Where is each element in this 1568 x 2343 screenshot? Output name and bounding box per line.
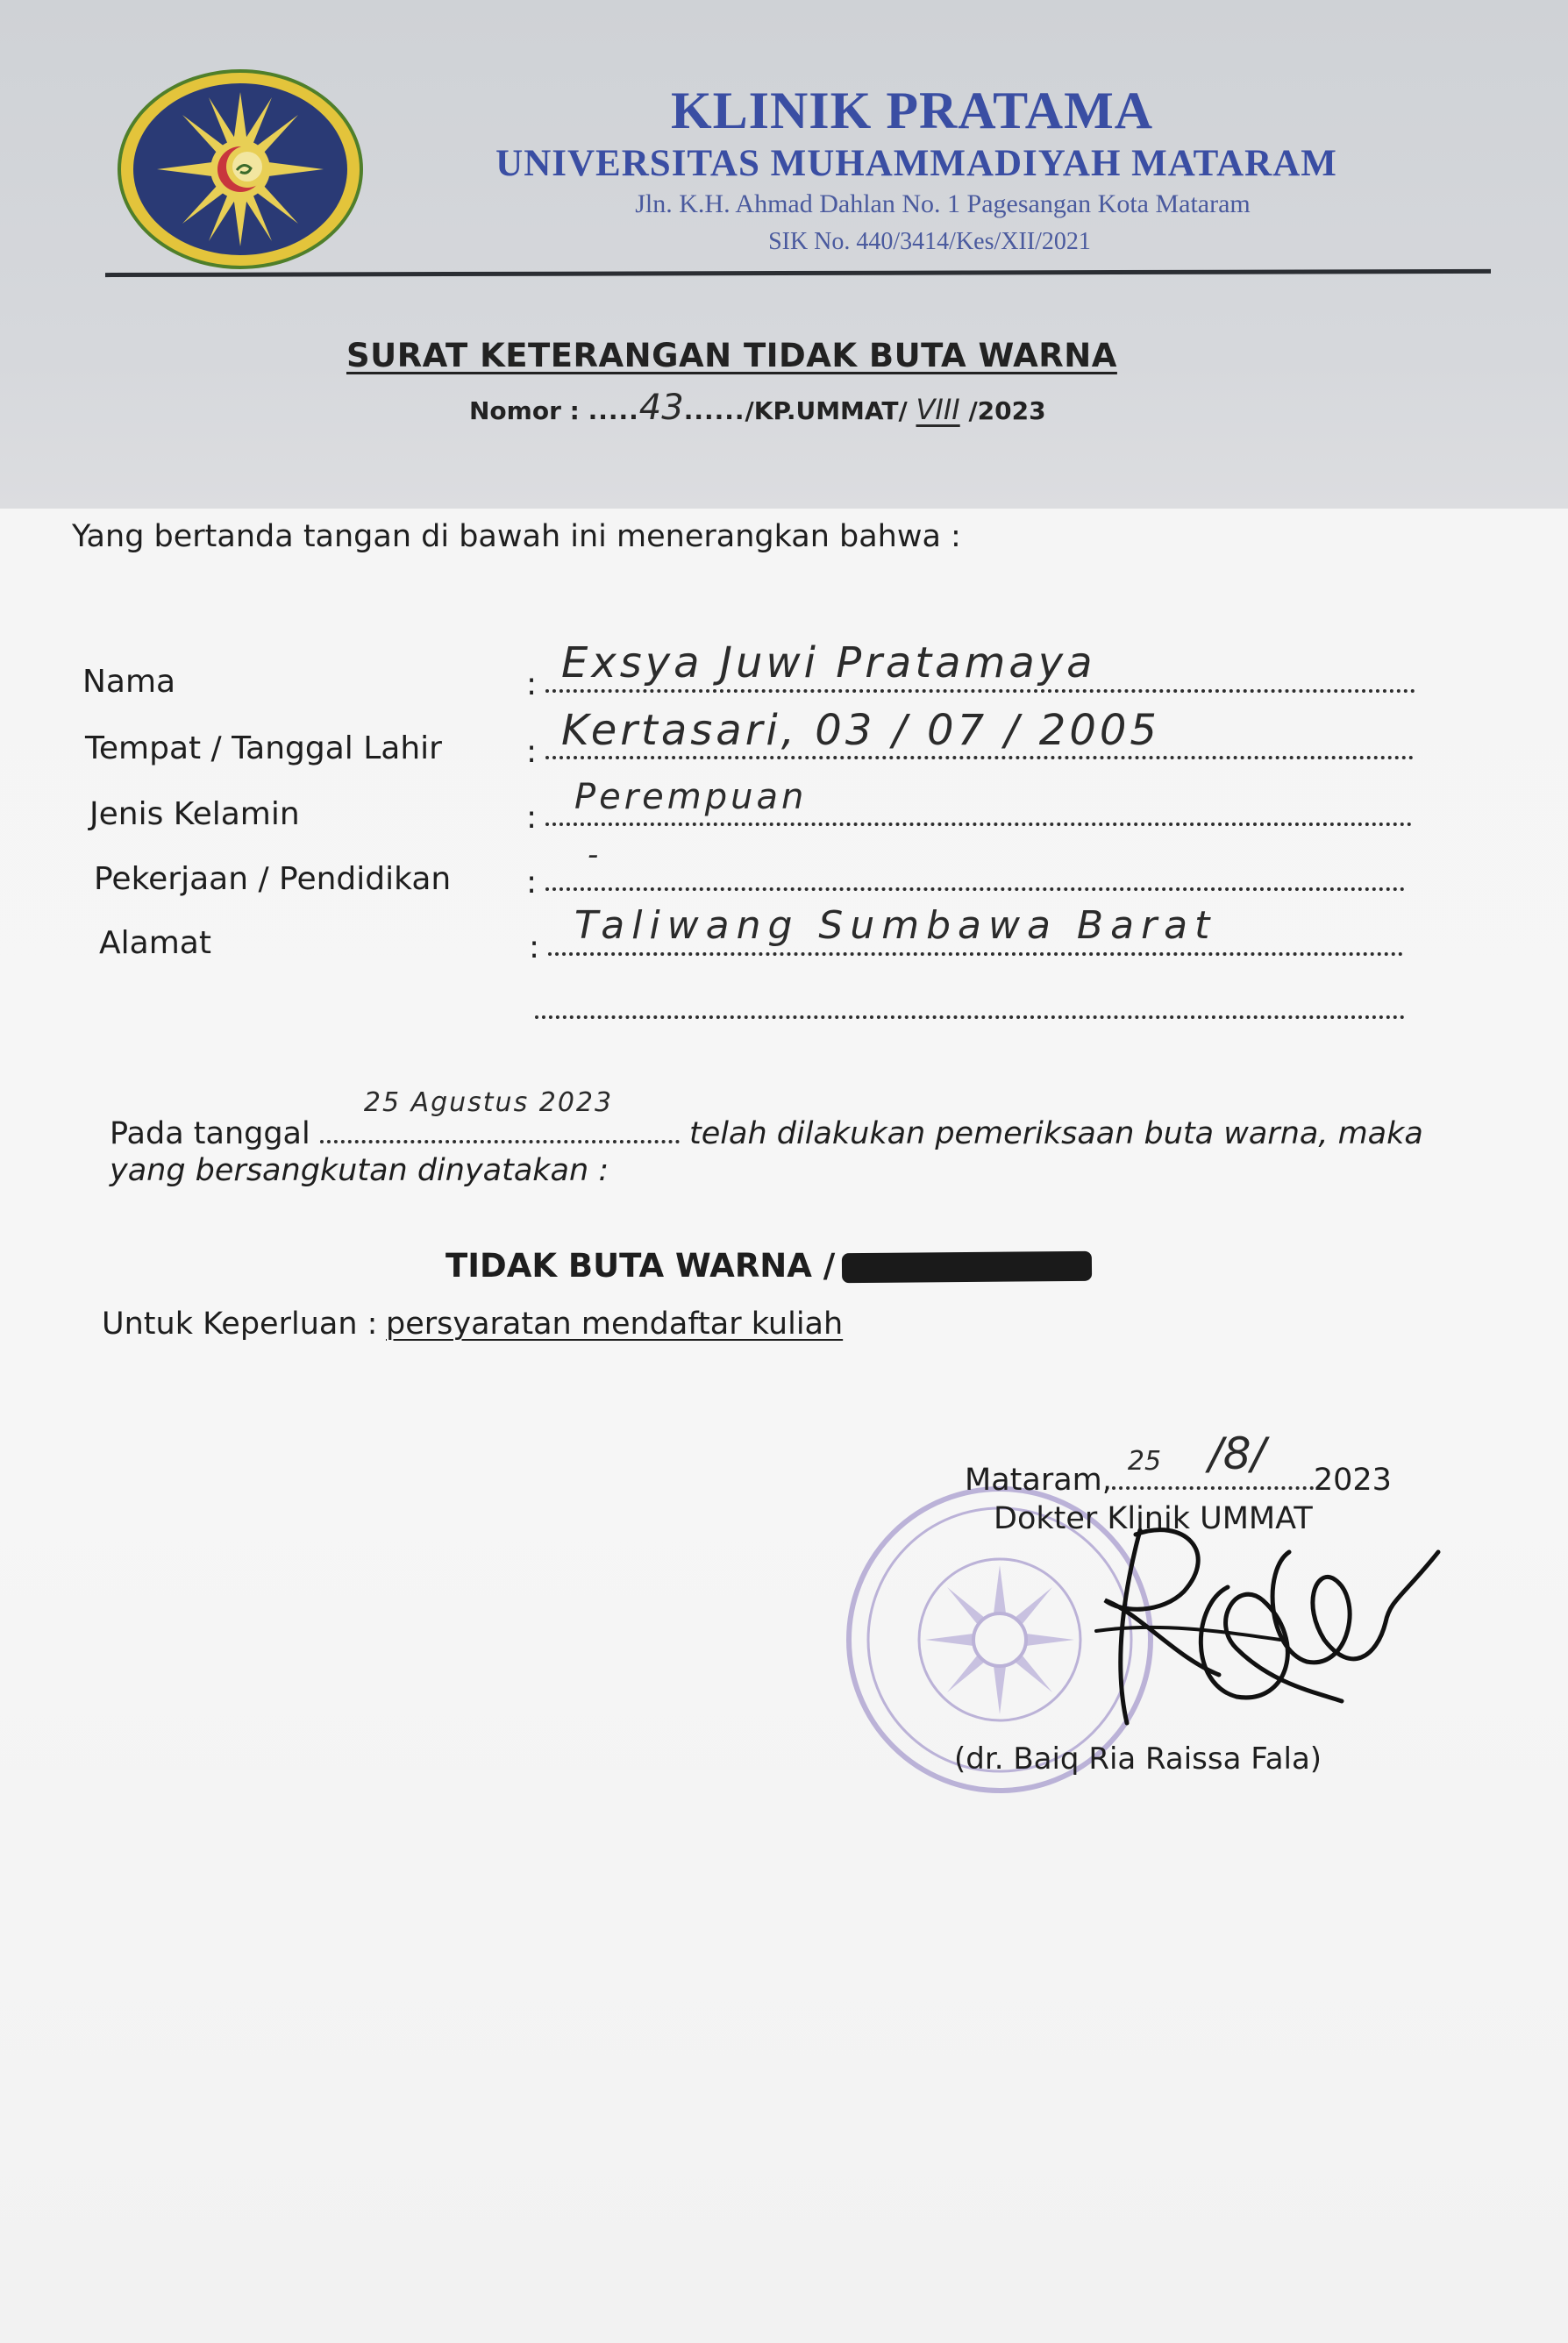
document-title: SURAT KETERANGAN TIDAK BUTA WARNA	[346, 337, 1117, 374]
document-number-line: Nomor : .....43....../KP.UMMAT/ VIII /2023	[469, 388, 1046, 428]
exam-suffix: telah dilakukan pemeriksaan buta warna, maka	[689, 1116, 1423, 1151]
field-value-occupation: -	[588, 837, 602, 872]
place-date	[965, 1428, 1392, 1498]
field-colon: :	[526, 865, 538, 901]
exam-date-line	[320, 1087, 680, 1143]
field-colon: :	[526, 666, 538, 702]
result-statement: TIDAK BUTA WARNA /	[445, 1247, 836, 1285]
field-label-name: Nama	[82, 664, 176, 700]
exam-sentence	[110, 1087, 1423, 1151]
field-colon: :	[526, 800, 538, 836]
intro-text: Yang bertanda tangan di bawah ini menerangkan bahwa :	[72, 519, 961, 554]
field-label-gender: Jenis Kelamin	[89, 796, 300, 832]
redaction-mark	[842, 1251, 1092, 1283]
doctor-signature-icon	[1087, 1517, 1456, 1736]
field-label-birth: Tempat / Tanggal Lahir	[85, 730, 442, 766]
date-line	[1112, 1428, 1314, 1490]
exam-date: 25 Agustus 2023	[363, 1087, 614, 1118]
muhammadiyah-logo-icon	[116, 67, 365, 272]
field-label-occupation: Pekerjaan / Pendidikan	[94, 861, 452, 897]
field-dotted-line	[545, 823, 1412, 826]
purpose-value: persyaratan mendaftar kuliah	[386, 1307, 844, 1342]
clinic-license-number: SIK No. 440/3414/Kes/XII/2021	[768, 228, 1091, 255]
doctor-title: Dokter Klinik UMMAT	[994, 1501, 1313, 1536]
field-value-name: Exsya Juwi Pratamaya	[561, 638, 1096, 687]
field-dotted-line	[548, 952, 1403, 956]
address-continuation-line	[535, 1015, 1405, 1019]
clinic-address: Jln. K.H. Ahmad Dahlan No. 1 Pagesangan Kota Mataram	[635, 189, 1251, 218]
signed-month: /8/	[1208, 1428, 1266, 1479]
place-name: Mataram,	[965, 1463, 1112, 1498]
exam-prefix: Pada tanggal	[110, 1116, 310, 1151]
field-value-gender: Perempuan	[574, 777, 808, 817]
field-colon: :	[526, 734, 538, 770]
field-colon: :	[529, 929, 540, 965]
nomor-suffix: /2023	[959, 396, 1046, 425]
field-value-birth: Kertasari, 03 / 07 / 2005	[561, 706, 1160, 755]
university-name: UNIVERSITAS MUHAMMADIYAH MATARAM	[495, 143, 1337, 184]
field-value-address: Taliwang Sumbawa Barat	[574, 903, 1217, 948]
nomor-prefix: Nomor :	[469, 396, 588, 425]
nomor-month: VIII	[916, 393, 960, 426]
field-label-address: Alamat	[99, 925, 211, 961]
nomor-number: 43	[638, 388, 684, 428]
field-dotted-line	[545, 689, 1415, 693]
nomor-mid: /KP.UMMAT/	[745, 396, 916, 425]
field-dotted-line	[545, 887, 1405, 891]
purpose-label: Untuk Keperluan :	[102, 1307, 378, 1342]
clinic-name: KLINIK PRATAMA	[670, 82, 1154, 139]
signed-year: 2023	[1313, 1463, 1392, 1498]
field-dotted-line	[545, 756, 1414, 759]
doctor-name: (dr. Baiq Ria Raissa Fala)	[954, 1741, 1322, 1777]
signed-day: 25	[1127, 1446, 1162, 1477]
exam-line-2: yang bersangkutan dinyatakan :	[110, 1153, 609, 1188]
